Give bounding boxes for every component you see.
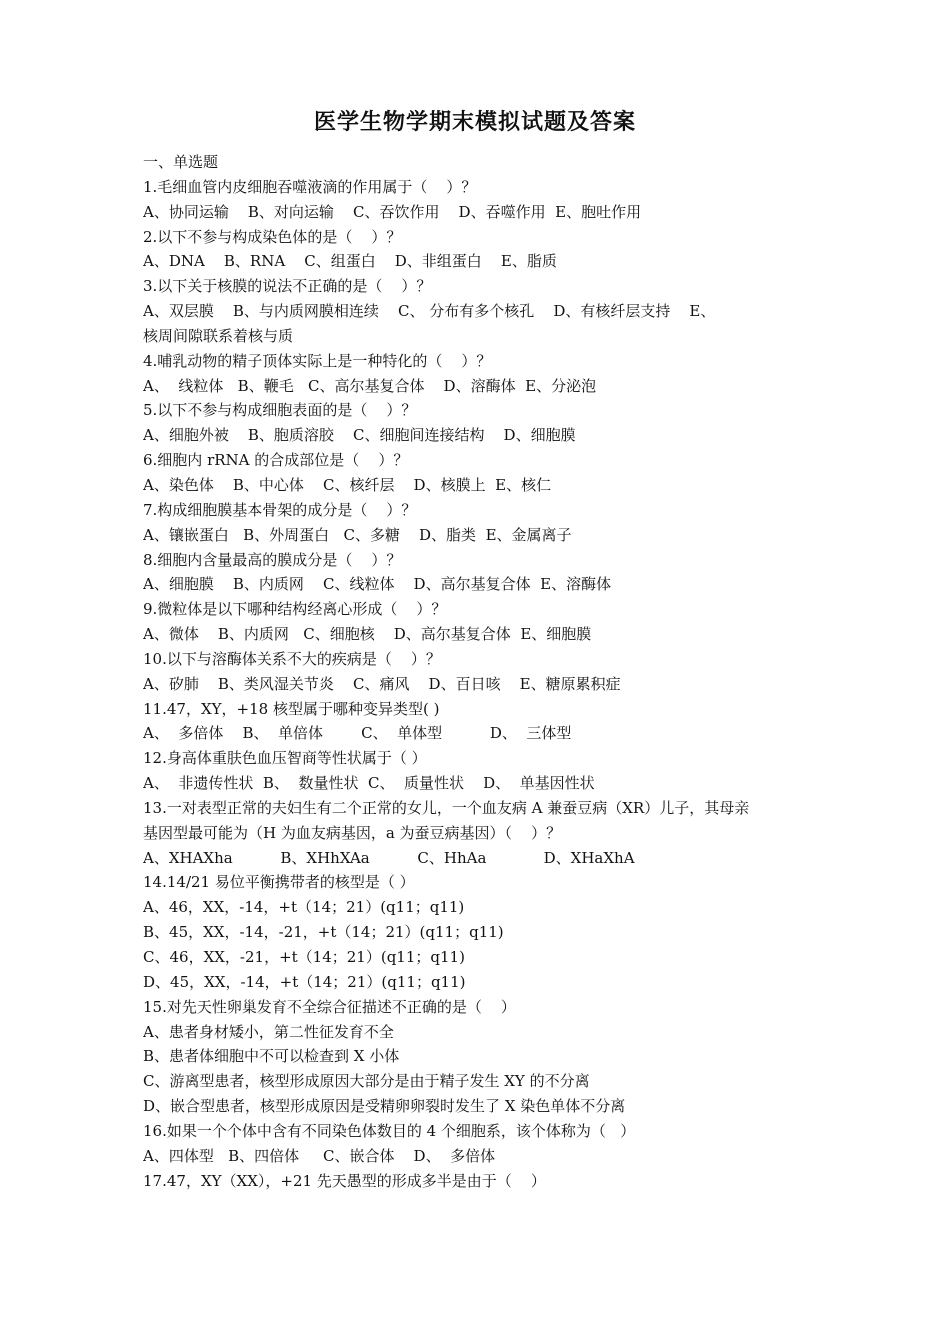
text-line: A、细胞外被 B、胞质溶胶 C、细胞间连接结构 D、细胞膜 bbox=[143, 426, 576, 445]
text-line: 9.微粒体是以下哪种结构经离心形成（ ）？ bbox=[143, 600, 447, 619]
document-title: 医学生物学期末模拟试题及答案 bbox=[313, 110, 636, 135]
text-line: 5.以下不参与构成细胞表面的是（ ）？ bbox=[143, 401, 417, 420]
text-line: 17.47，XY（XX），+21 先天愚型的形成多半是由于（ ） bbox=[143, 1171, 546, 1190]
text-line: A、镶嵌蛋白 B、外周蛋白 C、多糖 D、脂类 E、金属离子 bbox=[143, 525, 572, 544]
text-line: A、协同运输 B、对向运输 C、吞饮作用 D、吞噬作用 E、胞吐作用 bbox=[143, 202, 642, 221]
text-line: 6.细胞内 rRNA 的合成部位是（ ）？ bbox=[143, 451, 409, 470]
text-line: D、嵌合型患者，核型形成原因是受精卵卵裂时发生了 X 染色单体不分离 bbox=[143, 1097, 626, 1116]
text-line: C、游离型患者，核型形成原因大部分是由于精子发生 XY 的不分离 bbox=[143, 1072, 590, 1091]
text-line: A、染色体 B、中心体 C、核纤层 D、核膜上 E、核仁 bbox=[143, 475, 552, 494]
text-line: A、DNA B、RNA C、组蛋白 D、非组蛋白 E、脂质 bbox=[143, 252, 557, 271]
text-line: 1.毛细血管内皮细胞吞噬液滴的作用属于（ ）？ bbox=[143, 177, 477, 196]
text-line: A、 线粒体 B、鞭毛 C、高尔基复合体 D、溶酶体 E、分泌泡 bbox=[143, 376, 597, 395]
text-line: A、XHAXha B、XHhXAa C、HhAa D、XHaXhA bbox=[143, 848, 635, 867]
text-line: 14.14/21 易位平衡携带者的核型是（ ） bbox=[143, 873, 415, 892]
text-line: 7.构成细胞膜基本骨架的成分是（ ）？ bbox=[143, 500, 417, 519]
text-line: 4.哺乳动物的精子顶体实际上是一种特化的（ ）？ bbox=[143, 351, 492, 370]
text-line: A、四体型 B、四倍体 C、嵌合体 D、 多倍体 bbox=[143, 1146, 496, 1165]
text-line: C、46，XX，-21，+t（14；21）(q11；q11) bbox=[143, 948, 465, 966]
text-line: 2.以下不参与构成染色体的是（ ）？ bbox=[143, 227, 402, 246]
text-line: B、45，XX，-14，-21，+t（14；21）(q11；q11) bbox=[143, 923, 504, 942]
text-line: A、患者身材矮小，第二性征发育不全 bbox=[143, 1022, 394, 1041]
text-line: 11.47，XY，+18 核型属于哪种变异类型( ) bbox=[143, 699, 440, 718]
text-line: 基因型最可能为（H 为血友病基因，a 为蚕豆病基因）（ ）？ bbox=[143, 823, 562, 842]
text-line: B、患者体细胞中不可以检查到 X 小体 bbox=[143, 1047, 400, 1066]
text-line: 8.细胞内含量最高的膜成分是（ ）？ bbox=[143, 550, 402, 569]
text-line: 13.一对表型正常的夫妇生有二个正常的女儿，一个血友病 A 兼蚕豆病（XR）儿子，其母亲 bbox=[143, 798, 750, 817]
text-line: A、矽肺 B、类风湿关节炎 C、痛风 D、百日咳 E、糖原累积症 bbox=[143, 674, 621, 693]
text-line: 一、单选题 bbox=[143, 153, 219, 171]
text-line: A、双层膜 B、与内质网膜相连续 C、 分布有多个核孔 D、有核纤层支持 E、 bbox=[143, 302, 716, 321]
text-line: 10.以下与溶酶体关系不大的疾病是（ ）？ bbox=[143, 649, 441, 668]
text-line: 16.如果一个个体中含有不同染色体数目的 4 个细胞系，该个体称为（ ） bbox=[143, 1121, 636, 1140]
text-line: 15.对先天性卵巢发育不全综合征描述不正确的是（ ） bbox=[143, 997, 516, 1016]
text-line: A、46，XX，-14，+t（14；21）(q11；q11) bbox=[143, 898, 465, 917]
text-line: 核周间隙联系着核与质 bbox=[143, 326, 294, 345]
document-body bbox=[143, 150, 813, 1193]
text-line: A、 非遗传性状 B、 数量性状 C、 质量性状 D、 单基因性状 bbox=[143, 774, 595, 793]
text-line: A、细胞膜 B、内质网 C、线粒体 D、高尔基复合体 E、溶酶体 bbox=[143, 575, 612, 594]
text-line: 12.身高体重肤色血压智商等性状属于（ ） bbox=[143, 749, 427, 768]
text-line: D、45，XX，-14，+t（14；21）(q11；q11) bbox=[143, 972, 466, 991]
text-line: A、 多倍体 B、 单倍体 C、 单体型 D、 三体型 bbox=[143, 724, 572, 743]
text-line: 3.以下关于核膜的说法不正确的是（ ）？ bbox=[143, 277, 432, 296]
text-line: A、微体 B、内质网 C、细胞核 D、高尔基复合体 E、细胞膜 bbox=[143, 625, 592, 644]
